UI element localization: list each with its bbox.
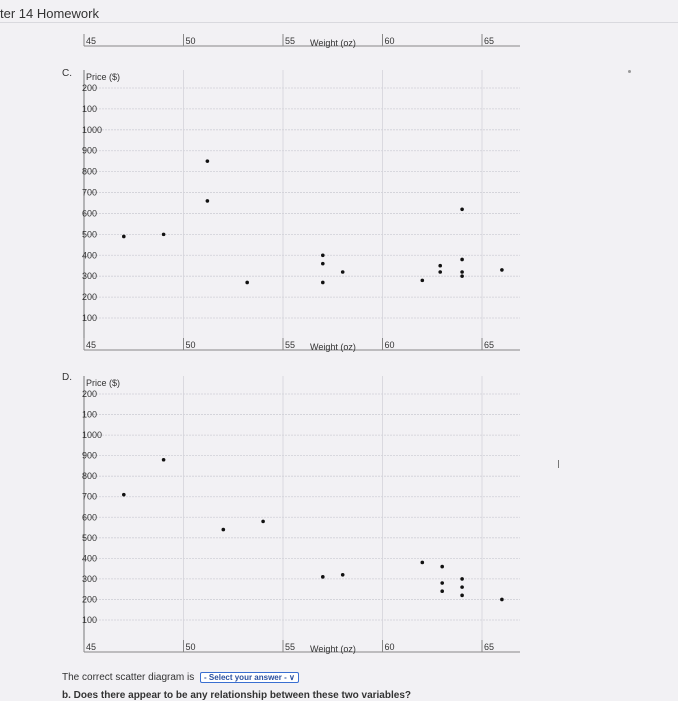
chart-d-y-tick-label: 900 (82, 450, 98, 461)
chart-d-data-point (162, 458, 166, 462)
chart-d-y-tick-label: 100 (82, 615, 98, 625)
answer-select-label: - Select your answer - (204, 673, 287, 682)
chart-c-x-axis-label: Weight (oz) (310, 342, 356, 352)
chart-c-y-tick-label: 900 (82, 145, 98, 156)
chart-d-x-tick-label: 65 (484, 642, 495, 652)
chart-d-y-tick-label: 500 (82, 532, 98, 543)
chart-c-y-tick-label: 300 (82, 271, 98, 282)
option-c-label: C. (62, 68, 72, 79)
chart-d-x-tick-label: 50 (185, 642, 196, 652)
chart-d-data-point (122, 493, 126, 497)
chart-c-y-tick-label: 400 (82, 250, 98, 261)
top-x-tick-label: 65 (484, 36, 495, 46)
chart-d-y-tick-label: 800 (82, 471, 98, 482)
chart-d-data-point (261, 520, 265, 524)
chart-c-y-tick-label: 200 (82, 292, 98, 303)
top-x-tick-label: 50 (185, 36, 196, 46)
chart-d-data-point (440, 589, 444, 593)
chart-d-x-tick-label: 55 (285, 642, 296, 652)
top-x-tick-label: 55 (285, 36, 296, 46)
chart-d-data-point (440, 581, 444, 585)
chart-d-data-point (500, 598, 504, 602)
chart-d-data-point (460, 577, 464, 581)
chart-c-x-tick-label: 60 (384, 340, 395, 350)
chart-c-y-tick-label: 700 (82, 187, 98, 198)
top-x-tick-label: 60 (384, 36, 395, 46)
stray-tick (558, 460, 559, 468)
chart-c-y-axis-label: Price ($) (86, 72, 121, 82)
chart-c-x-tick-label: 45 (86, 340, 97, 350)
chart-d-data-point (341, 573, 345, 577)
chart-c-y-tick-label: 100 (82, 103, 98, 114)
chart-d-data-point (321, 575, 325, 579)
chart-c-y-tick-label: 800 (82, 166, 98, 177)
question-b-text: b. Does there appear to be any relationship between these two variables? (62, 690, 411, 701)
option-d-label: D. (62, 372, 72, 383)
chart-d-y-tick-label: 1000 (82, 430, 103, 441)
chart-d-data-point (460, 585, 464, 589)
chart-d-y-tick-label: 100 (82, 409, 98, 420)
question-line (62, 672, 299, 683)
chart-d-x-axis-label: Weight (oz) (310, 644, 356, 654)
chart-d-data-point (222, 528, 226, 532)
chart-c-x-tick-label: 55 (285, 340, 296, 350)
stray-mark (628, 70, 631, 73)
chart-c-y-tick-label: 200 (82, 83, 98, 93)
chart-d-data-point (421, 561, 425, 565)
chart-c-y-tick-label: 1000 (82, 124, 103, 135)
chart-d-y-tick-label: 200 (82, 594, 98, 605)
top-x-axis-label: Weight (oz) (310, 38, 356, 48)
chart-d-data-point (440, 565, 444, 569)
top-x-tick-label: 45 (86, 36, 97, 46)
chart-d-y-tick-label: 400 (82, 553, 98, 564)
chart-c-y-tick-label: 100 (82, 313, 98, 323)
chart-d-x-tick-label: 60 (384, 642, 395, 652)
chart-d-y-tick-label: 600 (82, 512, 98, 523)
chart-d-y-axis-label: Price ($) (86, 378, 121, 388)
page-title: ter 14 Homework (0, 6, 99, 21)
chart-c-y-tick-label: 600 (82, 208, 98, 219)
chart-c-y-tick-label: 500 (82, 229, 98, 240)
chart-c-x-tick-label: 65 (484, 340, 495, 350)
chevron-down-icon: ∨ (288, 673, 295, 682)
chart-d-y-tick-label: 200 (82, 389, 98, 399)
chart-d-data-point (460, 594, 464, 598)
chart-d-y-tick-label: 300 (82, 573, 98, 584)
answer-select[interactable] (200, 672, 299, 683)
question-text: The correct scatter diagram is (62, 672, 195, 684)
chart-d-x-tick-label: 45 (86, 642, 97, 652)
chart-c-x-tick-label: 50 (185, 340, 196, 350)
chart-d-y-tick-label: 700 (82, 491, 98, 502)
